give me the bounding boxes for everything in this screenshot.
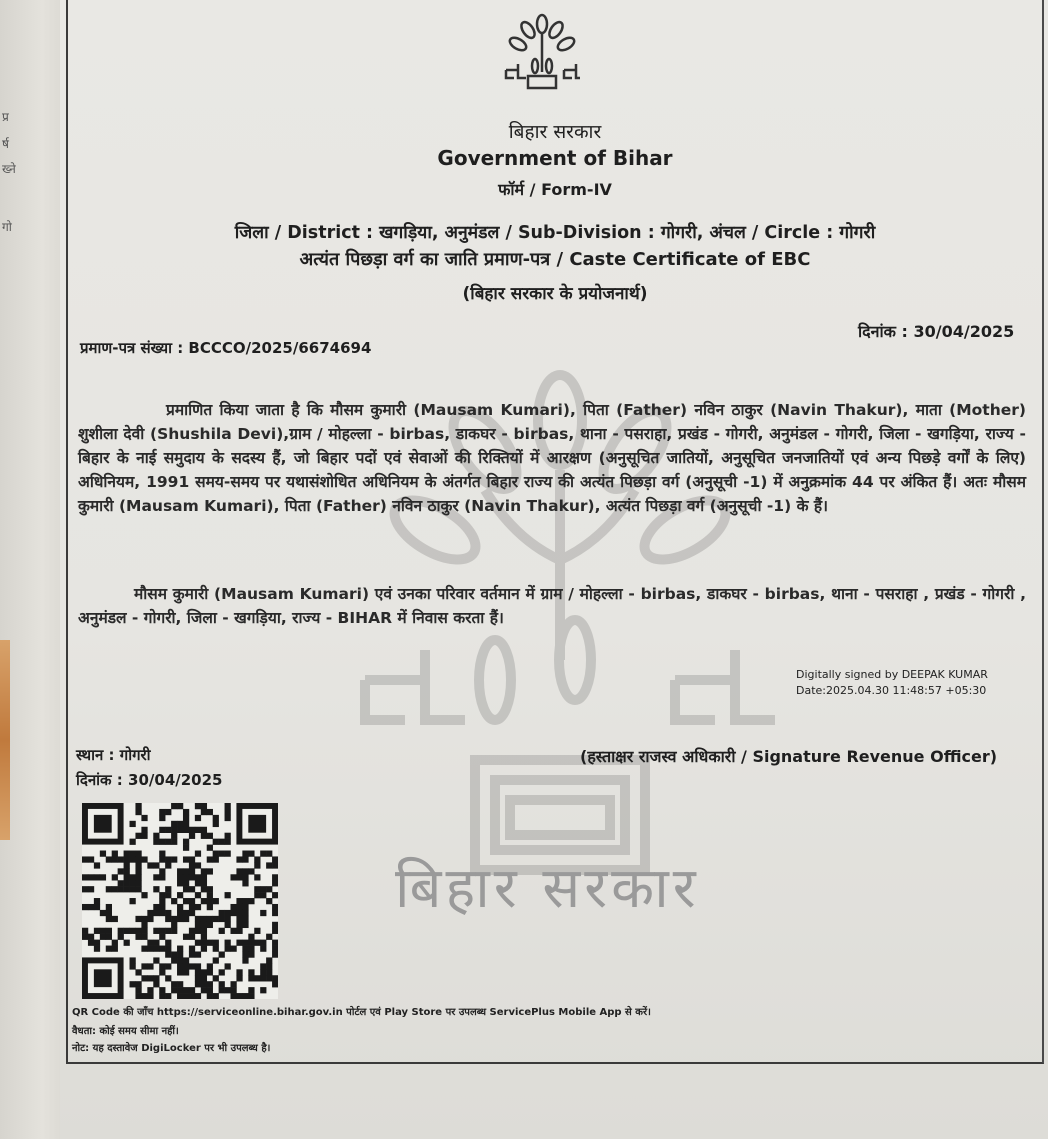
underlying-text-fragment: गो: [2, 220, 12, 234]
bottom-date: दिनांक : 30/04/2025: [76, 771, 223, 789]
header-hindi-govt: बिहार सरकार: [508, 121, 602, 143]
qr-verification-note: QR Code की जाँच https://serviceonline.bihar.gov.in पोर्टल एवं Play Store पर उपलब्ध ServicePlus Mobile App से करें।: [72, 1007, 651, 1018]
digital-signature-date: Date:2025.04.30 11:48:57 +05:30: [796, 684, 987, 697]
certificate-purpose: (बिहार सरकार के प्रयोजनार्थ): [462, 284, 648, 304]
qr-finder-pattern: [248, 815, 266, 833]
underlying-text-fragment: र्ष: [2, 137, 9, 151]
qr-code[interactable]: [82, 803, 278, 999]
validity-note: वैधता: कोई समय सीमा नहीं।: [72, 1026, 179, 1037]
certificate-title: अत्यंत पिछड़ा वर्ग का जाति प्रमाण-पत्र / Caste Certificate of EBC: [299, 249, 811, 270]
issue-date: दिनांक : 30/04/2025: [858, 322, 1015, 341]
certificate-number: प्रमाण-पत्र संख्या : BCCCO/2025/6674694: [80, 339, 372, 357]
signature-label: (हस्ताक्षर राजस्व अधिकारी / Signature Revenue Officer): [580, 747, 998, 766]
header-english-govt: Government of Bihar: [437, 146, 673, 170]
digilocker-note: नोट: यह दस्तावेज DigiLocker पर भी उपलब्ध है।: [72, 1043, 271, 1054]
qr-finder-pattern: [94, 969, 112, 987]
digital-signature-name: Digitally signed by DEEPAK KUMAR: [796, 668, 988, 681]
place-label: स्थान : गोगरी: [76, 746, 151, 764]
location-line: जिला / District : खगड़िया, अनुमंडल / Sub-Division : गोगरी, अंचल / Circle : गोगरी: [234, 223, 876, 243]
residence-paragraph: मौसम कुमारी (Mausam Kumari) एवं उनका परिवार वर्तमान में ग्राम / मोहल्ला - birbas, डाकघर - birbas, थाना - पसराहा , प्रखंड - गोगरी , अनुमंडल - गोगरी, जिला - खगड़िया, राज्य - BIHAR में निवास करता हैं।: [78, 585, 1026, 627]
bihar-emblem-logo: [502, 12, 582, 92]
form-number: फॉर्म / Form-IV: [498, 180, 612, 199]
certification-paragraph: प्रमाणित किया जाता है कि मौसम कुमारी (Mausam Kumari), पिता (Father) नविन ठाकुर (Navin Thakur), माता (Mother) शुशीला देवी (Shushila Devi),ग्राम / मोहल्ला - birbas, डाकघर - birbas, थाना - पसराहा, प्रखंड - गोगरी, अनुमंडल - गोगरी, जिला - खगड़िया, राज्य - बिहार के नाई समुदाय के सदस्य हैं, जो बिहार पदों एवं सेवाओं की रिक्तियों में आरक्षण (अनुसूचित जातियों, अनुसूचित जनजातियों एवं अन्य पिछड़े वर्गों के लिए) अधिनियम, 1991 समय-समय पर यथासंशोधित अधिनियम के अंतर्गत बिहार राज्य की अत्यंत पिछड़ा वर्ग (अनुसूची -1) में अनुक्रमांक 44 पर अंकित हैं। अतः मौसम कुमारी (Mausam Kumari), पिता (Father) नविन ठाकुर (Navin Thakur), अत्यंत पिछड़ा वर्ग (अनुसूची -1) के हैं।: [78, 401, 1026, 515]
underlying-text-fragment: ख्ने: [2, 162, 16, 176]
watermark-text: बिहार सरकार: [395, 856, 700, 921]
qr-finder-pattern: [94, 815, 112, 833]
background-object: [0, 640, 10, 840]
underlying-text-fragment: प्र: [2, 110, 9, 124]
